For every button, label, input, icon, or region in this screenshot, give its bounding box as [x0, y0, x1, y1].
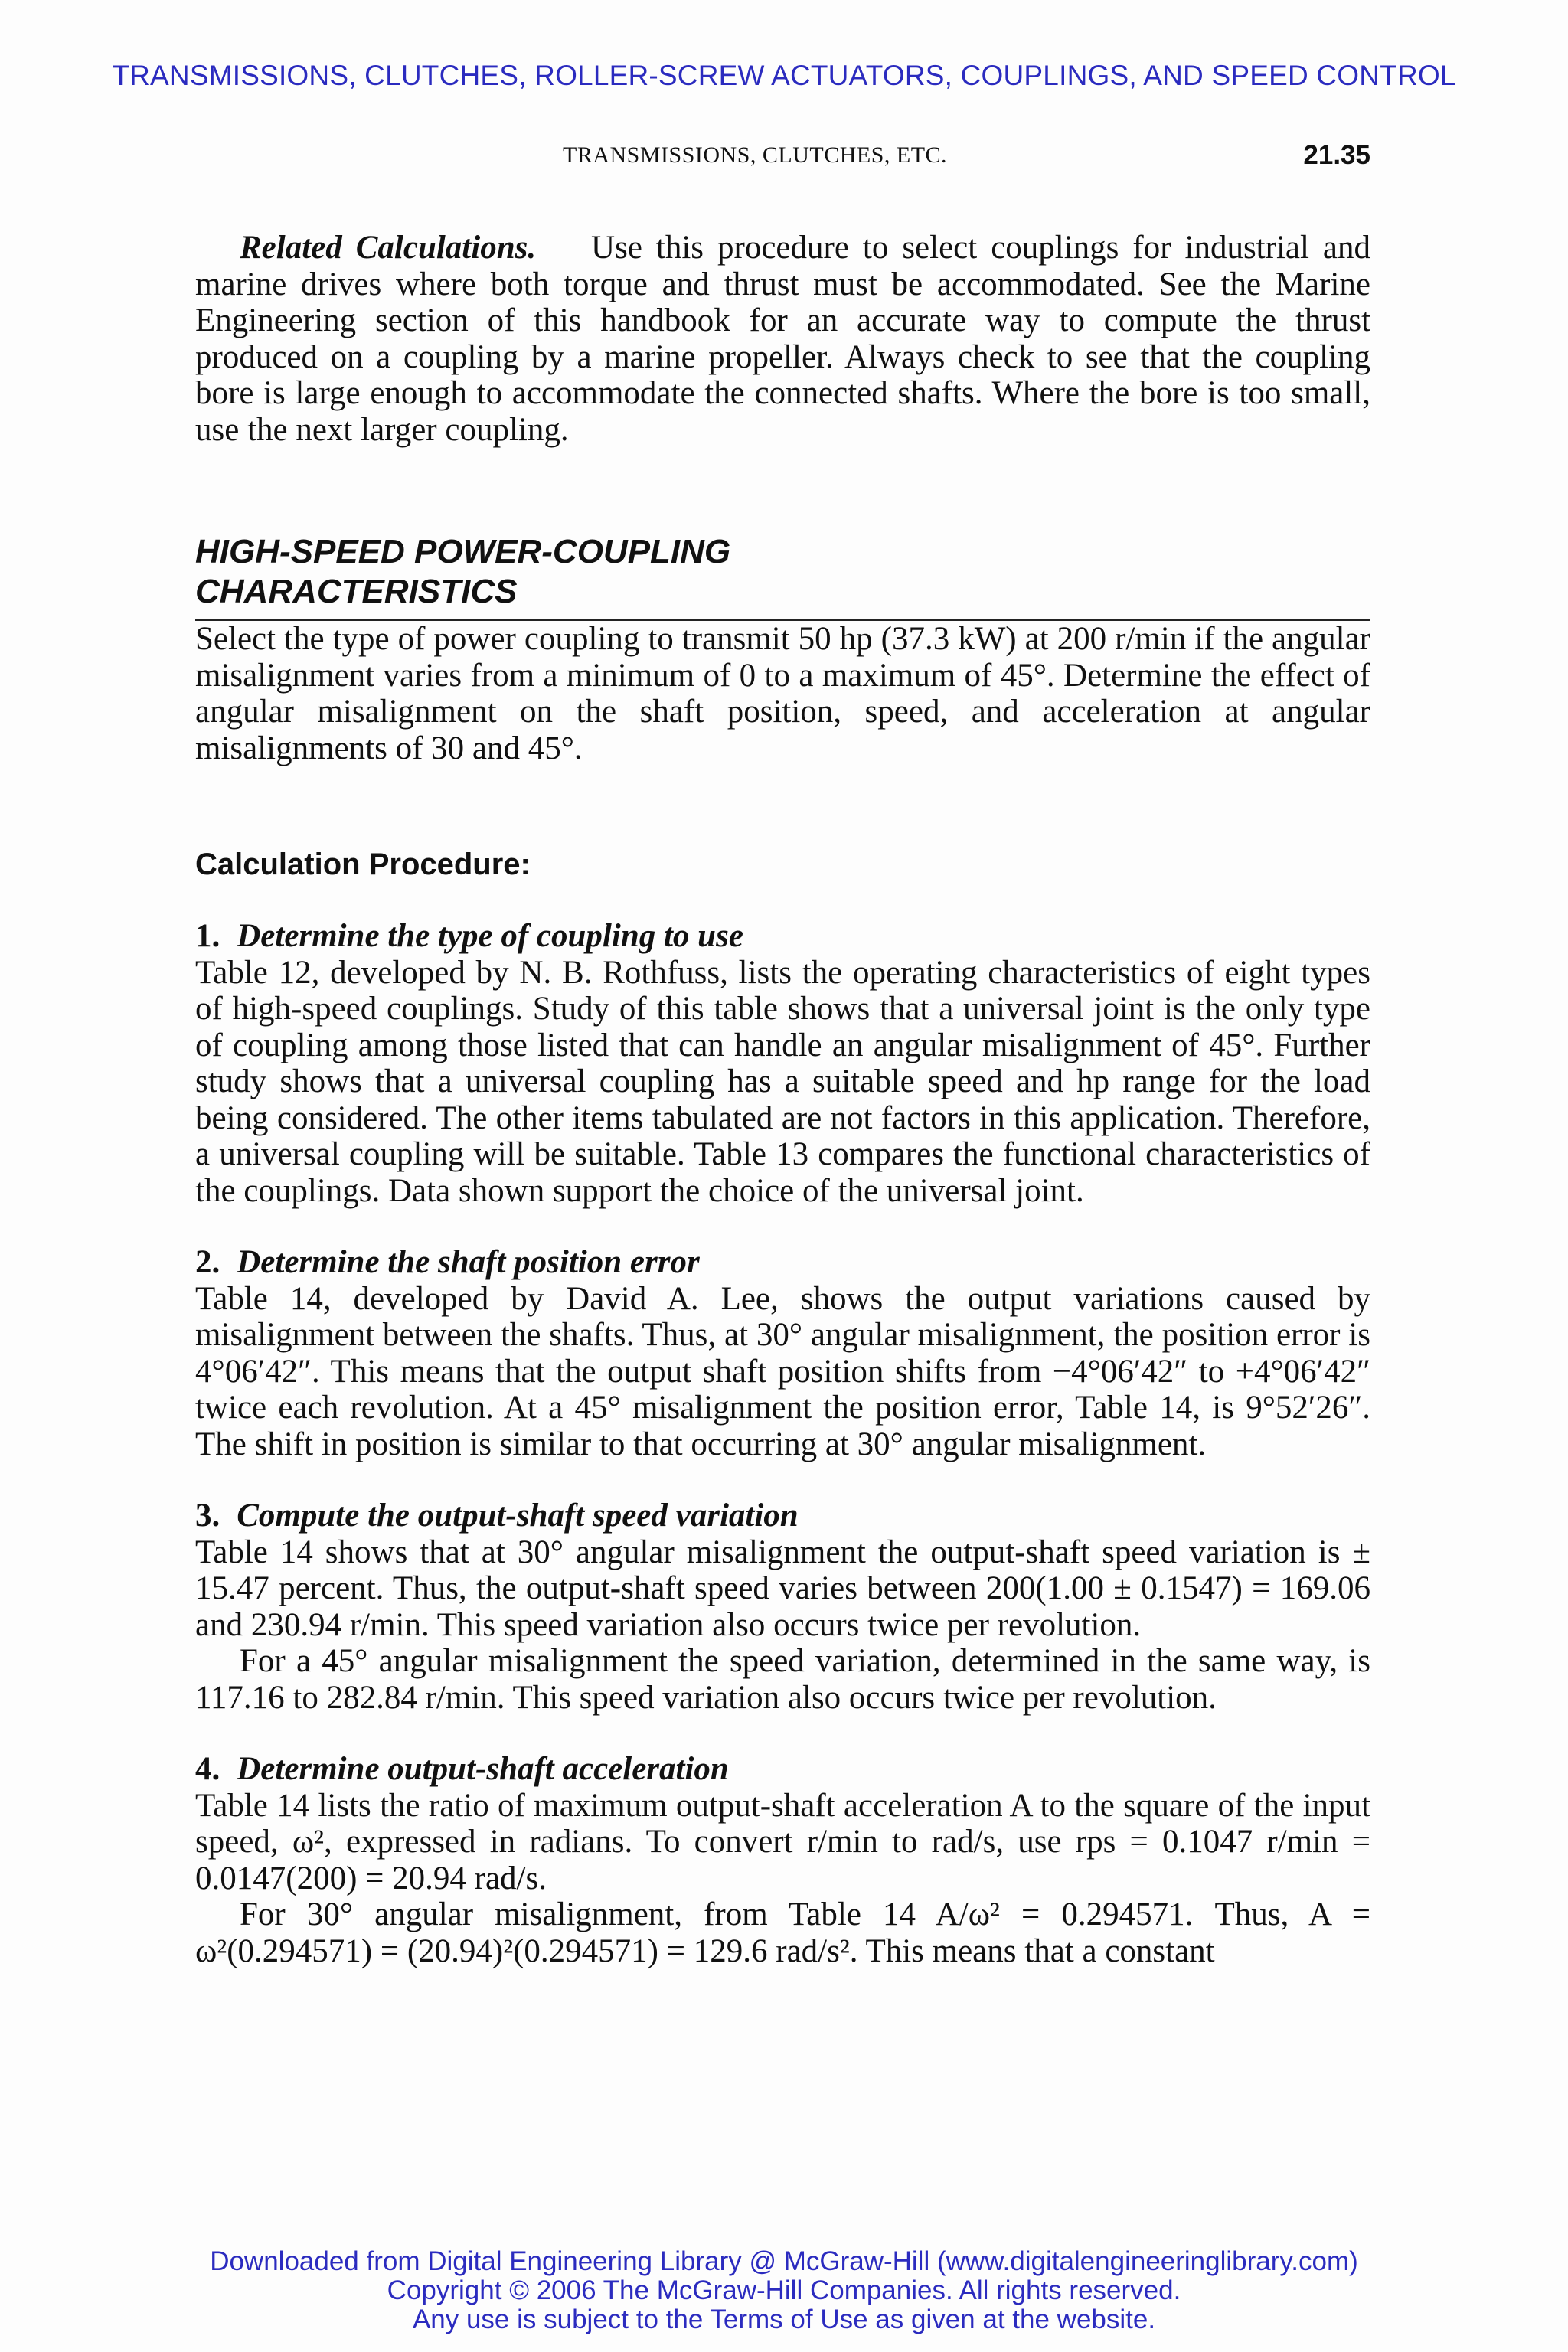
step-number: 1. — [195, 918, 220, 954]
section-title — [195, 532, 1370, 621]
book-banner: TRANSMISSIONS, CLUTCHES, ROLLER-SCREW ACTUATORS, COUPLINGS, AND SPEED CONTROL — [112, 60, 1456, 91]
related-calculations-paragraph — [195, 230, 1370, 448]
footer-line-1: Downloaded from Digital Engineering Library @ McGraw-Hill (www.digitalengineeringlibrary.com) — [210, 2246, 1358, 2276]
related-calculations-text: Use this procedure to select couplings for industrial and marine drives where both torque and thrust must be accommodated. See the Marine Engineering section of this handbook for an accurate way to compute the thrust produced on a coupling by a marine propeller. Always check to see that the coupling bore is large enough to accommodate the connected shafts. Where the bore is too small, use the next larger coupling. — [195, 230, 1371, 448]
footer-line-2: Copyright © 2006 The McGraw-Hill Companies. All rights reserved. — [387, 2275, 1181, 2305]
step-heading — [195, 1498, 1370, 1534]
step-paragraph: Table 14 lists the ratio of maximum output-shaft acceleration A to the square of the input speed, ω², expressed in radians. To convert r/min to rad/s, use rps = 0.1047 r/min = 0.0147(200) = 20.94 rad/s. — [195, 1787, 1370, 1896]
section-title-line-1: HIGH-SPEED POWER-COUPLING — [195, 533, 731, 570]
step-number: 4. — [195, 1751, 220, 1787]
step-number: 2. — [195, 1244, 220, 1280]
step-heading — [195, 918, 1370, 955]
related-calculations-lead: Related Calculations. — [240, 230, 537, 266]
step-paragraph: Table 14, developed by David A. Lee, shows the output variations caused by misalignment between the shafts. Thus, at 30° angular misalignment, the position error is 4°06′42″. This means that the output shaft position shifts from −4°06′42″ to +4°06′42″ twice each revolution. At a 45° misalignment the position error, Table 14, is 9°52′26″. The shift in position is similar to that occurring at 30° angular misalignment. — [195, 1280, 1370, 1462]
running-head-title: TRANSMISSIONS, CLUTCHES, ETC. — [563, 142, 948, 168]
running-head — [195, 142, 1370, 179]
step-paragraph: Table 12, developed by N. B. Rothfuss, lists the operating characteristics of eight types of high-speed couplings. Study of this table shows that a universal joint is the only type of coupling among those listed that can handle an angular misalignment of 45°. Further study shows that a universal coupling has a suitable speed and hp range for the load being considered. The other items tabulated are not factors in this application. Therefore, a universal coupling will be suitable. Table 13 compares the functional characteristics of the couplings. Data shown support the choice of the universal joint. — [195, 954, 1370, 1209]
step-title: Determine the type of coupling to use — [237, 918, 743, 954]
step-2 — [195, 1244, 1370, 1462]
step-1 — [195, 918, 1370, 1209]
step-number: 3. — [195, 1498, 220, 1534]
footer-line-3: Any use is subject to the Terms of Use as given at the website. — [412, 2305, 1156, 2334]
step-paragraph: For 30° angular misalignment, from Table 14 A/ω² = 0.294571. Thus, A = ω²(0.294571) = (20.94)²(0.294571) = 129.6 rad/s². This means that a constant — [195, 1896, 1370, 1969]
step-title: Determine the shaft position error — [237, 1244, 700, 1280]
step-4 — [195, 1751, 1370, 1969]
download-footer — [0, 2247, 1568, 2334]
step-3 — [195, 1498, 1370, 1716]
step-title: Compute the output-shaft speed variation — [237, 1498, 799, 1534]
problem-statement: Select the type of power coupling to transmit 50 hp (37.3 kW) at 200 r/min if the angular misalignment varies from a minimum of 0 to a maximum of 45°. Determine the effect of angular misalignment on the shaft position, speed, and acceleration at angular misalignments of 30 and 45°. — [195, 621, 1370, 766]
step-paragraph: Table 14 shows that at 30° angular misalignment the output-shaft speed variation is ± 15.47 percent. Thus, the output-shaft speed varies between 200(1.00 ± 0.1547) = 169.06 and 230.94 r/min. This speed variation also occurs twice per revolution. — [195, 1534, 1370, 1643]
step-heading — [195, 1751, 1370, 1788]
page-content — [195, 230, 1370, 1969]
step-paragraph: For a 45° angular misalignment the speed variation, determined in the same way, is 117.16 to 282.84 r/min. This speed variation also occurs twice per revolution. — [195, 1643, 1370, 1716]
step-heading — [195, 1244, 1370, 1281]
page-number: 21.35 — [1303, 140, 1370, 170]
section-title-line-2: CHARACTERISTICS — [195, 573, 518, 610]
calculation-procedure-heading: Calculation Procedure: — [195, 848, 531, 881]
step-title: Determine output-shaft acceleration — [237, 1751, 729, 1787]
